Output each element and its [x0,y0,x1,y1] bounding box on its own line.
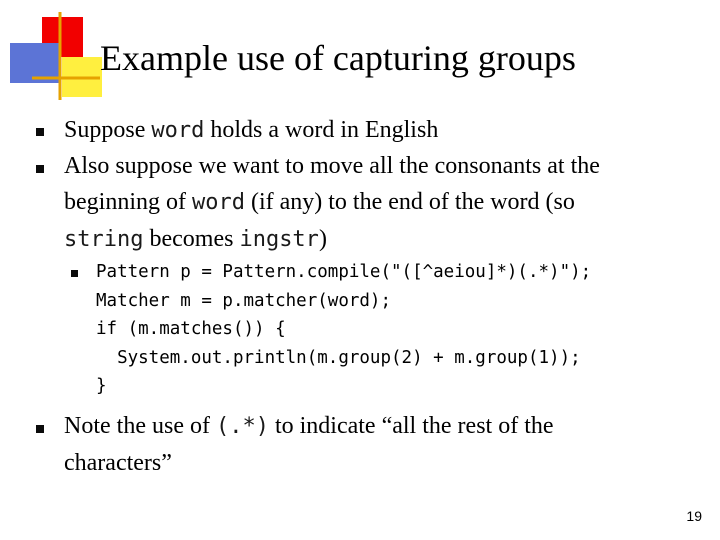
code-block [96,258,591,401]
slide-title: Example use of capturing groups [100,38,576,78]
text-run: becomes [143,226,240,252]
code-line: Matcher m = p.matcher(word); [96,290,392,311]
bullet-1-text [64,112,438,149]
text-run: ) [318,226,327,252]
text-run: holds a word in English [204,117,439,143]
code-line: } [96,376,107,396]
page-number: 19 [686,508,702,524]
bullet-marker [36,165,44,173]
code-run: word [151,118,205,143]
bullet-2-text [64,148,600,258]
code-line: Pattern p = Pattern.compile("([^aeiou]*)(.*)"); [96,262,592,282]
sub-bullet-marker [71,270,78,277]
text-run: Suppose [64,117,152,143]
bullet-marker [36,425,44,433]
text-run: Note the use of [64,413,216,439]
code-run: ingstr [239,227,319,252]
code-run: word [191,190,245,215]
bullet-2-line-3 [64,221,600,258]
text-run: to indicate “all the rest of the [268,413,554,439]
bullet-2-line-2 [64,184,600,221]
bullet-3-line-1 [64,408,554,445]
code-line: if (m.matches()) { [96,319,286,339]
text-run: beginning of [64,189,192,215]
bullet-3-line-2: characters” [64,450,172,476]
text-run: (if any) to the end of the word (so [244,189,575,215]
code-line: System.out.println(m.group(2) + m.group(1)); [96,347,581,368]
code-run: string [64,227,144,252]
bullet-2-line-1: Also suppose we want to move all the consonants at the [64,153,600,179]
bullet-3-text [64,408,554,481]
code-run: (.*) [215,414,269,439]
bullet-marker [36,128,44,136]
